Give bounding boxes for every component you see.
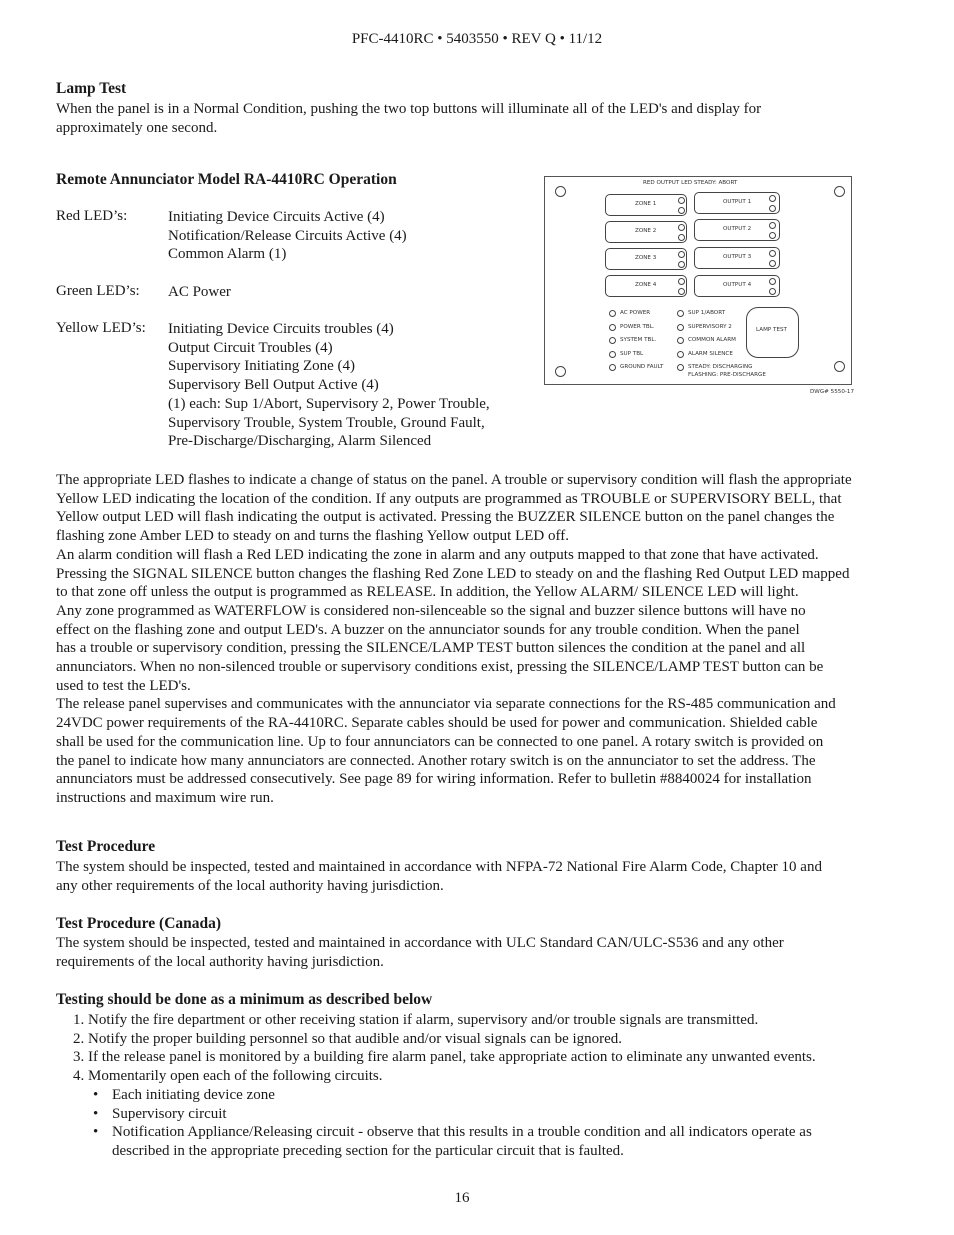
bullet-text: Each initiating device zone	[112, 1087, 275, 1103]
text-line: has a trouble or supervisory condition, pressing the SILENCE/LAMP TEST button silences the condition at the panel and all	[56, 640, 806, 657]
mounting-hole-icon	[834, 186, 845, 197]
led-icon	[677, 364, 684, 371]
led-item: (1) each: Sup 1/Abort, Supervisory 2, Power Trouble,	[168, 395, 490, 412]
status-label: ALARM SILENCE	[688, 351, 733, 357]
output-label: OUTPUT 3	[723, 254, 752, 260]
led-icon	[677, 324, 684, 331]
led-icon	[678, 261, 685, 268]
zone-4-box	[605, 275, 687, 297]
text-line: An alarm condition will flash a Red LED indicating the zone in alarm and any outputs mapped to that zone that have activated.	[56, 546, 819, 563]
text-line: annunciators. When no non-silenced trouble or supervisory conditions exist, pressing the SILENCE/LAMP TEST button can be	[56, 659, 824, 676]
page-header: PFC-4410RC • 5403550 • REV Q • 11/12	[351, 31, 603, 47]
led-icon	[769, 250, 776, 257]
annunciator-panel-diagram	[544, 176, 852, 385]
yellow-leds-label: Yellow LED’s:	[56, 320, 146, 336]
status-label: POWER TBL.	[620, 324, 655, 330]
led-icon	[677, 351, 684, 358]
led-icon	[677, 337, 684, 344]
zone-label: ZONE 3	[635, 255, 657, 261]
led-icon	[609, 364, 616, 371]
led-item: Common Alarm (1)	[168, 246, 287, 263]
led-icon	[769, 195, 776, 202]
output-label: OUTPUT 2	[723, 226, 752, 232]
led-icon	[678, 224, 685, 231]
text-line: annunciators must be addressed consecutively. See page 89 for wiring information. Refer to bulletin #8840024 for installation	[56, 771, 812, 788]
status-label: GROUND FAULT	[620, 364, 664, 370]
zone-label: ZONE 4	[635, 282, 657, 288]
bullet-item	[93, 1105, 812, 1124]
led-icon	[769, 205, 776, 212]
red-leds-label: Red LED’s:	[56, 208, 128, 224]
text-line: requirements of the local authority having jurisdiction.	[56, 953, 384, 970]
test-canada-text	[56, 934, 784, 971]
mounting-hole-icon	[834, 361, 845, 372]
led-icon	[677, 310, 684, 317]
led-icon	[609, 324, 616, 331]
led-item: Notification/Release Circuits Active (4)	[168, 227, 407, 244]
led-icon	[678, 278, 685, 285]
output-3-box	[694, 247, 780, 269]
status-label: SUPERVISORY 2	[688, 324, 732, 330]
status-label: SYSTEM TBL.	[620, 337, 657, 343]
text-line: the panel to indicate how many annunciators are connected. Another rotary switch is on the annunciator to set the address. The	[56, 752, 816, 769]
output-1-box	[694, 192, 780, 214]
text-line: The release panel supervises and communicates with the annunciator via separate connections for the RS-485 communication and	[56, 696, 836, 713]
led-item: Pre-Discharge/Discharging, Alarm Silenced	[168, 433, 432, 450]
yellow-leds-list	[168, 320, 490, 451]
status-label: COMMON ALARM	[688, 337, 736, 343]
status-label: STEADY: DISCHARGING	[688, 364, 753, 370]
text-line: The appropriate LED flashes to indicate a change of status on the panel. A trouble or supervisory condition will flash the appropriate	[56, 472, 852, 488]
output-4-box	[694, 275, 780, 297]
text-line: instructions and maximum wire run.	[56, 789, 274, 806]
text-line: The system should be inspected, tested and maintained in accordance with ULC Standard CAN/ULC-S536 and any other	[56, 935, 784, 951]
mounting-hole-icon	[555, 186, 566, 197]
zone-label: ZONE 2	[635, 228, 657, 234]
led-item: Supervisory Initiating Zone (4)	[168, 358, 356, 375]
output-label: OUTPUT 4	[723, 282, 752, 288]
bullet-item	[93, 1086, 812, 1105]
green-leds-list	[168, 283, 231, 302]
list-item: 4. Momentarily open each of the following circuits.	[73, 1068, 383, 1085]
led-item: Initiating Device Circuits troubles (4)	[168, 321, 394, 337]
zone-1-box	[605, 194, 687, 216]
text-line: to that zone off unless the output is programmed as RELEASE. In addition, the Yellow ALARM/ SILENCE LED will light.	[56, 584, 799, 601]
red-leds-list	[168, 208, 407, 264]
led-item: AC Power	[168, 284, 231, 300]
text-line: shall be used for the communication line. Up to four annunciators can be connected to one panel. A rotary switch is provided on	[56, 733, 824, 750]
drawing-number: DWG# 5550-17	[810, 389, 855, 395]
testing-heading: Testing should be done as a minimum as described below	[56, 991, 433, 1008]
led-item: Output Circuit Troubles (4)	[168, 339, 333, 356]
led-icon	[609, 351, 616, 358]
bullet-icon: •	[93, 1105, 99, 1122]
led-icon	[769, 232, 776, 239]
text-line: When the panel is in a Normal Condition, pushing the two top buttons will illuminate all of the LED's and display for	[56, 101, 762, 117]
panel-top-label: RED OUTPUT LED STEADY: ABORT	[643, 180, 738, 186]
led-item: Supervisory Trouble, System Trouble, Ground Fault,	[168, 414, 485, 431]
bullet-text: Supervisory circuit	[112, 1105, 227, 1122]
led-icon	[678, 207, 685, 214]
output-label: OUTPUT 1	[723, 199, 752, 205]
text-line: used to test the LED's.	[56, 677, 191, 694]
led-icon	[609, 310, 616, 317]
test-procedure-heading: Test Procedure	[56, 838, 156, 855]
testing-numbered-list	[73, 1011, 816, 1086]
bullet-icon: •	[93, 1124, 99, 1141]
zone-2-box	[605, 221, 687, 243]
list-item: 1. Notify the fire department or other receiving station if alarm, supervisory and/or trouble signals are transmitted.	[73, 1012, 759, 1028]
output-2-box	[694, 219, 780, 241]
led-icon	[769, 260, 776, 267]
lamp-test-label: LAMP TEST	[756, 327, 787, 333]
mounting-hole-icon	[555, 366, 566, 377]
text-line: The system should be inspected, tested and maintained in accordance with NFPA-72 National Fire Alarm Code, Chapter 10 and	[56, 859, 822, 875]
remote-annunciator-heading: Remote Annunciator Model RA-4410RC Operation	[56, 171, 397, 188]
text-line: Any zone programmed as WATERFLOW is considered non-silenceable so the signal and buzzer silence buttons will have no	[56, 602, 806, 619]
led-icon	[769, 288, 776, 295]
led-icon	[678, 234, 685, 241]
zone-3-box	[605, 248, 687, 270]
zone-label: ZONE 1	[635, 201, 657, 207]
led-icon	[609, 337, 616, 344]
led-icon	[678, 251, 685, 258]
text-line: flashing zone Amber LED to steady on and turns the flashing Yellow output LED off.	[56, 528, 569, 545]
text-line: any other requirements of the local authority having jurisdiction.	[56, 877, 444, 894]
led-icon	[678, 197, 685, 204]
led-icon	[769, 278, 776, 285]
text-line: approximately one second.	[56, 119, 218, 136]
testing-bullet-list	[93, 1086, 812, 1161]
led-item: Supervisory Bell Output Active (4)	[168, 377, 379, 394]
status-label: SUP 1/ABORT	[688, 310, 726, 316]
test-procedure-text	[56, 858, 822, 895]
page-number: 16	[454, 1190, 470, 1206]
bullet-text: Notification Appliance/Releasing circuit - observe that this results in a trouble condition and all indicators operate as	[112, 1124, 812, 1141]
bullet-item	[93, 1123, 812, 1142]
test-canada-heading: Test Procedure (Canada)	[56, 915, 222, 932]
led-icon	[678, 288, 685, 295]
led-item: Initiating Device Circuits Active (4)	[168, 209, 385, 225]
body-text	[56, 471, 852, 808]
text-line: Yellow LED indicating the location of the condition. If any outputs are programmed as TROUBLE or SUPERVISORY BELL, that	[56, 490, 842, 507]
bullet-continuation: described in the appropriate preceding section for the particular circuit that is faulted.	[112, 1143, 624, 1160]
led-icon	[769, 222, 776, 229]
list-item: 3. If the release panel is monitored by a building fire alarm panel, take appropriate action to eliminate any unwanted events.	[73, 1049, 816, 1066]
green-leds-label: Green LED’s:	[56, 283, 140, 299]
lamp-test-heading: Lamp Test	[56, 80, 127, 97]
bullet-icon: •	[93, 1087, 99, 1103]
status-label: AC POWER	[620, 310, 651, 316]
text-line: effect on the flashing zone and output LED's. A buzzer on the annunciator sounds for any trouble condition. When the panel	[56, 621, 800, 638]
status-label: SUP TBL	[620, 351, 644, 357]
text-line: Yellow output LED will flash indicating the output is activated. Pressing the BUZZER SILENCE button on the panel changes the	[56, 509, 835, 526]
text-line: Pressing the SIGNAL SILENCE button changes the flashing Red Zone LED to steady on and the flashing Red Output LED mapped	[56, 565, 850, 582]
list-item: 2. Notify the proper building personnel so that audible and/or visual signals can be ignored.	[73, 1030, 623, 1047]
text-line: 24VDC power requirements of the RA-4410RC. Separate cables should be used for power and communication. Shielded cable	[56, 715, 818, 732]
lamp-test-text	[56, 100, 761, 137]
lamp-test-button	[746, 307, 799, 358]
status-label-extra: FLASHING: PRE-DISCHARGE	[688, 372, 766, 378]
